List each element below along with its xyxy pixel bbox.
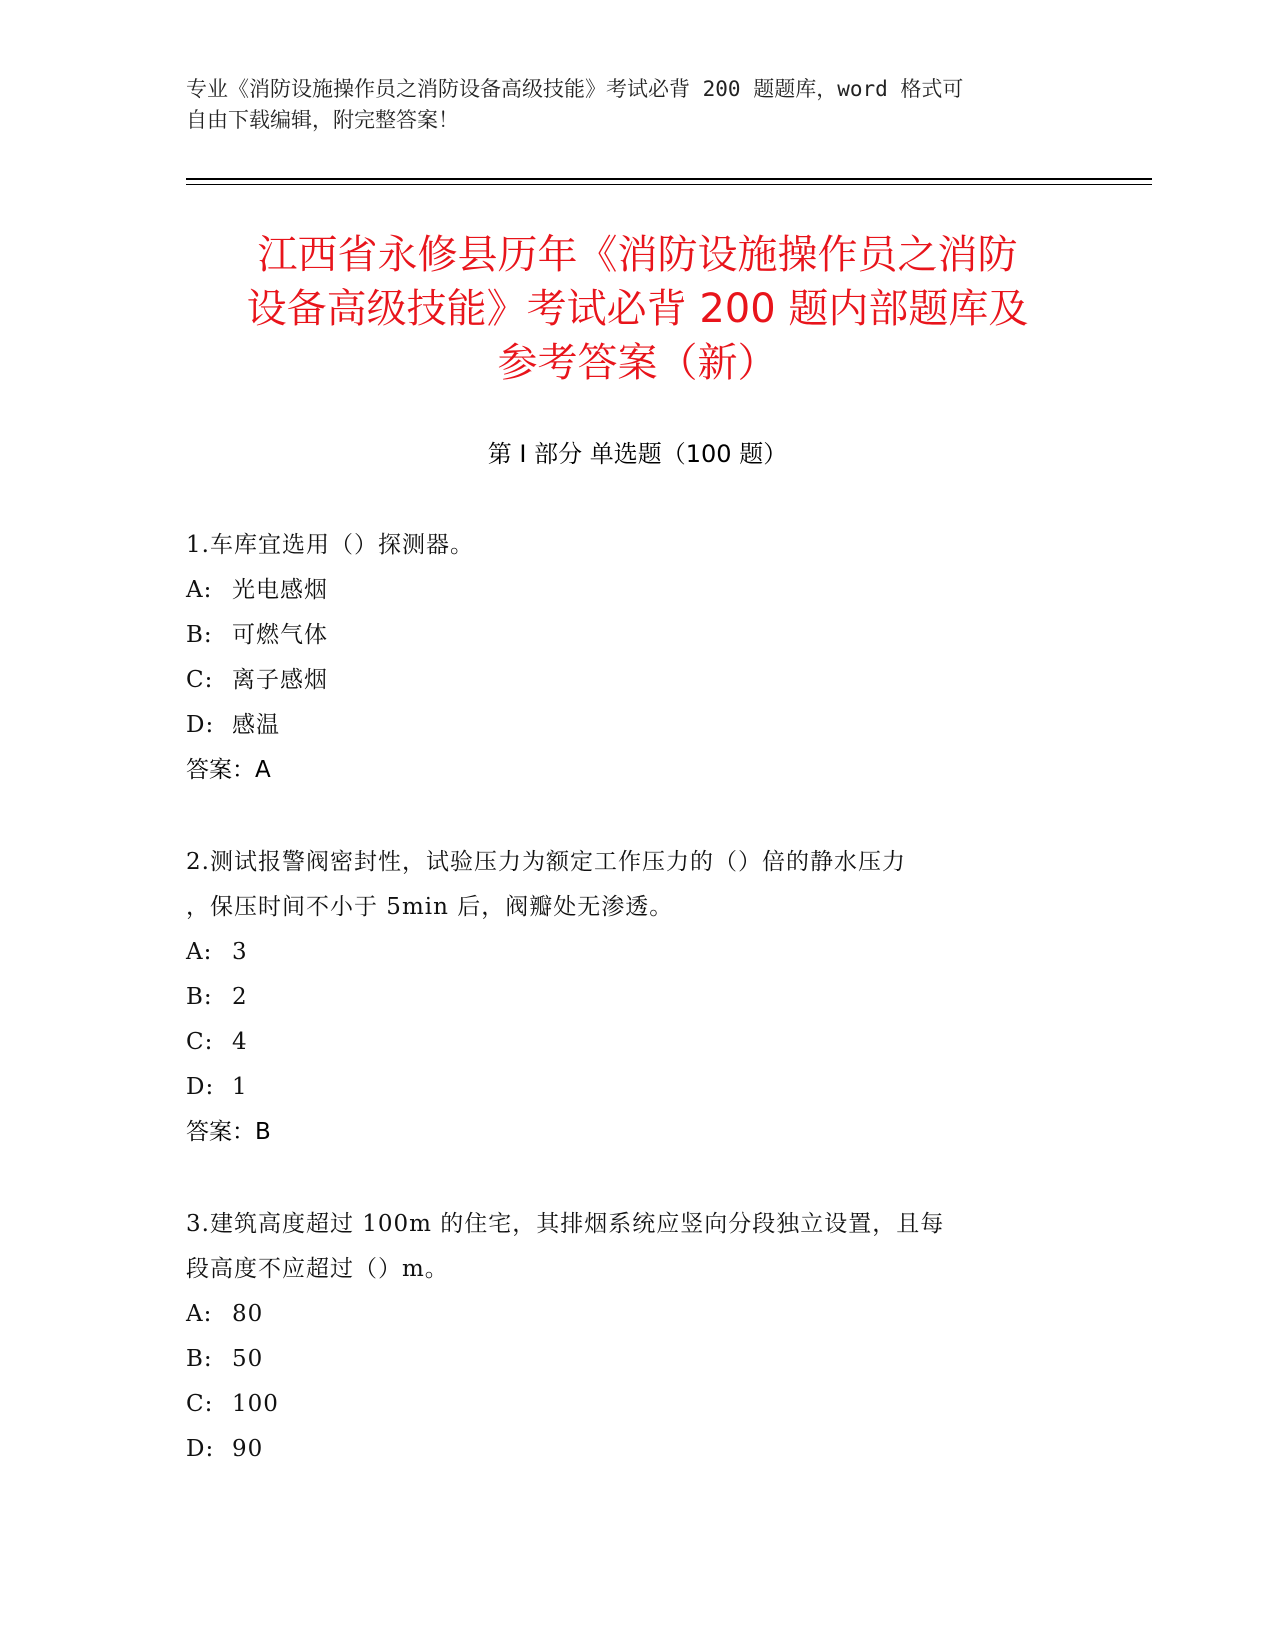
option-text: 2 [232, 984, 248, 1010]
option-c [186, 658, 1086, 703]
option-a [186, 1292, 1086, 1337]
option-letter: D: [186, 1074, 215, 1100]
option-text: 可燃气体 [232, 622, 328, 648]
option-letter: D: [186, 712, 215, 738]
option-text: 4 [232, 1029, 248, 1055]
option-a [186, 568, 1086, 613]
option-text: 80 [232, 1301, 264, 1327]
option-a [186, 930, 1086, 975]
header-note-line-1: 专业《消防设施操作员之消防设备高级技能》考试必背 200 题题库，word 格式可 [186, 77, 964, 101]
option-text: 100 [232, 1391, 279, 1417]
answer: 答案：B [186, 1119, 271, 1145]
option-text: 3 [232, 939, 248, 965]
section-heading: 第 I 部分 单选题（100 题） [487, 440, 788, 468]
option-letter: C: [186, 1391, 214, 1417]
option-letter: A: [186, 577, 213, 603]
title-line-2: 设备高级技能》考试必背 200 题内部题库及 [246, 286, 1029, 332]
option-letter: A: [186, 939, 213, 965]
option-d [186, 1427, 1086, 1472]
header-note [186, 74, 1066, 136]
option-text: 50 [232, 1346, 264, 1372]
option-letter: C: [186, 667, 214, 693]
question-stem: 1.车库宜选用（）探测器。 [186, 532, 474, 558]
header-divider-thin [186, 184, 1152, 185]
option-c [186, 1382, 1086, 1427]
option-d [186, 1065, 1086, 1110]
option-c [186, 1020, 1086, 1065]
question-stem-line-1: 2.测试报警阀密封性，试验压力为额定工作压力的（）倍的静水压力 [186, 849, 906, 875]
option-text: 光电感烟 [232, 577, 328, 603]
header-note-line-2: 自由下载编辑，附完整答案！ [186, 108, 459, 132]
answer: 答案：A [186, 757, 271, 783]
question-2 [186, 840, 1086, 1155]
option-letter: B: [186, 984, 213, 1010]
option-text: 离子感烟 [232, 667, 328, 693]
title-line-1: 江西省永修县历年《消防设施操作员之消防 [257, 232, 1018, 278]
option-letter: B: [186, 622, 213, 648]
option-b [186, 1337, 1086, 1382]
document-title [160, 228, 1115, 390]
question-stem-line-2: ，保压时间不小于 5min 后，阀瓣处无渗透。 [186, 894, 674, 920]
header-divider-thick [186, 178, 1152, 180]
option-d [186, 703, 1086, 748]
question-stem-line-2: 段高度不应超过（）m。 [186, 1256, 449, 1282]
question-stem-line-1: 3.建筑高度超过 100m 的住宅，其排烟系统应竖向分段独立设置，且每 [186, 1211, 945, 1237]
option-letter: D: [186, 1436, 215, 1462]
option-text: 1 [232, 1074, 248, 1100]
option-b [186, 975, 1086, 1020]
option-text: 90 [232, 1436, 264, 1462]
question-1 [186, 523, 1086, 793]
question-3 [186, 1202, 1086, 1472]
option-b [186, 613, 1086, 658]
option-text: 感温 [232, 712, 280, 738]
title-line-3: 参考答案（新） [497, 340, 778, 386]
option-letter: C: [186, 1029, 214, 1055]
option-letter: B: [186, 1346, 213, 1372]
option-letter: A: [186, 1301, 213, 1327]
